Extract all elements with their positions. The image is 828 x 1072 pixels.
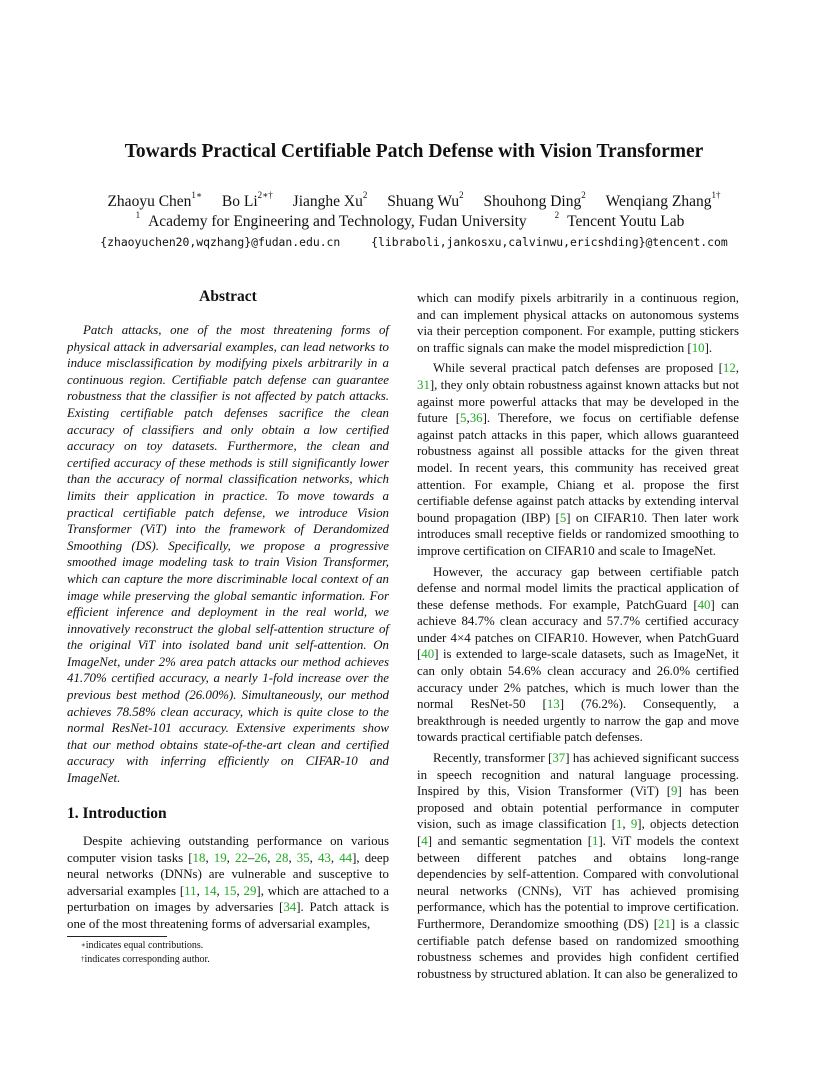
email: {libraboli,jankosxu,calvinwu,ericshding}@tencent.com [371, 235, 728, 249]
paragraph: Despite achieving outstanding performance on various computer vision tasks [18, 19, 22–26, 28, 35, 43, 44], deep neural networks (DNNs) are vulnerable and susceptive to adversarial examples [11, 14, 15, 29], which are attached to a perturbation on images by adversaries [34]. Patch attack is one of the most threatening forms of adversarial examples, [67, 834, 390, 931]
citation-link[interactable]: 9 [630, 817, 638, 832]
citation-link[interactable]: 34 [283, 900, 297, 915]
paper-title: Towards Practical Certifiable Patch Defense with Vision Transformer [124, 141, 704, 162]
citation-link[interactable]: 36 [469, 411, 483, 426]
citation-link[interactable]: 19 [213, 850, 227, 865]
introduction-body [67, 833, 389, 933]
author-list [0, 190, 828, 211]
abstract-heading: Abstract [199, 288, 257, 305]
citation-link[interactable]: 22 [234, 850, 248, 865]
author: Wenqiang Zhang$^{1\dagger}$ [605, 190, 721, 210]
citation-link[interactable]: 43 [317, 850, 331, 865]
citation-link[interactable]: 29 [243, 883, 257, 898]
affiliation: $^1$ Academy for Engineering and Technology, Fudan University [135, 210, 527, 230]
section-heading-introduction: 1. Introduction [67, 805, 167, 822]
citation-link[interactable]: 4 [421, 834, 428, 848]
citation-link[interactable]: 40 [421, 647, 435, 662]
author: Shouhong Ding$^2$ [483, 190, 586, 210]
email: {zhaoyuchen20,wqzhang}@fudan.edu.cn [100, 235, 341, 249]
citation-link[interactable]: 35 [296, 850, 310, 865]
footnote-divider [67, 936, 167, 937]
introduction-body-continued [417, 290, 739, 982]
citation-link[interactable]: 15 [223, 883, 237, 898]
citation-link[interactable]: 40 [697, 597, 711, 612]
footnotes [67, 939, 389, 967]
citation-link[interactable]: 5 [559, 510, 567, 525]
author: Jianghe Xu$^2$ [292, 190, 368, 210]
citation-link[interactable]: 31 [417, 377, 430, 392]
citation-link[interactable]: 26 [254, 850, 268, 865]
paragraph: Recently, transformer [37] has achieved significant success in speech recognition and natural language processing. Inspired by this, Vision Transformer (ViT) [9] has been proposed and obtain potential performance in computer vision, such as image classification [1, 9], objects detection [4] and semantic segmentation [1]. ViT models the context between different patches and obtains long-range dependencies by self-attention. Compared with convolutional neural networks (CNNs), ViT has achieved promising performance, which has the potential to improve certification. Furthermore, Derandomize smoothing (DS) [21] is a classic certifiable patch defense based on randomized smoothing robustness schemes and provides high confident certified robustness by structured ablation. It can also be generalized to [417, 751, 740, 981]
citation-link[interactable]: 18 [192, 850, 206, 865]
citation-link[interactable]: 21 [658, 916, 671, 931]
citation-link[interactable]: 13 [546, 697, 560, 712]
citation-link[interactable]: 44 [339, 850, 353, 865]
citation-link[interactable]: 11 [184, 883, 197, 898]
citation-link[interactable]: 12 [722, 361, 736, 376]
citation-link[interactable]: 14 [203, 883, 217, 898]
paragraph: However, the accuracy gap between certifiable patch defense and normal model limits the practical application of these defense methods. For example, PatchGuard [40] can achieve 84.7% clean accuracy and 57.7% certified accuracy under 4×4 patches on CIFAR10. However, when PatchGuard [40] is extended to large-scale datasets, such as ImageNet, it can only obtain 54.6% clean accuracy and 26.0% certified accuracy under 2% patches, which is much lower than the normal ResNet-50 [13] (76.2%). Consequently, a breakthrough is needed urgently to narrow the gap and move towards practical certifiable patch defenses. [417, 564, 739, 745]
citation-link[interactable]: 1 [615, 817, 623, 832]
footnote: ∗indicates equal contributions. [81, 940, 204, 951]
footnote: †indicates corresponding author. [81, 954, 210, 965]
author: Zhaoyu Chen$^{1∗}$ [107, 190, 203, 210]
citation-link[interactable]: 9 [671, 784, 678, 799]
citation-link[interactable]: 37 [552, 751, 566, 766]
affiliation: $^2$ Tencent Youtu Lab [554, 210, 685, 230]
author: Bo $Li^{2∗\dagger}$ [221, 190, 273, 210]
abstract-text: Patch attacks, one of the most threatening forms of physical attack in adversarial examples, can lead networks to induce misclassification by modifying pixels arbitrarily in a continuous region. Certifiable patch defense can guarantee robustness that the classifier is not affected by patch attacks. Existing certifiable patch defenses sacrifice the clean accuracy of classifiers and only obtain a low certified accuracy on toy datasets. Furthermore, the clean and certified accuracy of these methods is still significantly lower than the accuracy of normal classification networks, which limits their application in practice. To move towards a practical certifiable patch defense, we introduce Vision Transformer (ViT) into the framework of Derandomized Smoothing (DS). Specifically, we propose a progressive smoothed image modeling task to train Vision Transformer, which can capture the more discriminable local context of an image while preserving the global semantic information. For efficient inference and deployment in the real world, we innovatively reconstruct the global self-attention structure of the original ViT into isolated band unit self-attention. On ImageNet, under 2% area patch attacks our method achieves 41.70% certified accuracy, a nearly 1-fold increase over the previous best method (26.00%). Simultaneously, our method achieves 78.58% clean accuracy, which is quite close to the normal ResNet-101 accuracy. Extensive experiments show that our method obtains state-of-the-art clean and certified accuracy with inferring efficiently on CIFAR-10 and ImageNet. [67, 323, 389, 786]
citation-link[interactable]: 5 [460, 411, 467, 426]
citation-link[interactable]: 1 [592, 834, 599, 848]
email-list [0, 235, 828, 249]
paragraph: which can modify pixels arbitrarily in a continuous region, and can implement physical attacks on autonomous systems via their perception component. For example, putting stickers on traffic signals can make the model misprediction [10]. [417, 291, 739, 355]
citation-link[interactable]: 10 [691, 340, 705, 355]
author: Shuang Wu$^2$ [387, 190, 464, 210]
citation-link[interactable]: 28 [275, 850, 289, 865]
paragraph: While several practical patch defenses are proposed [12, 31], they only obtain robustness against known attacks but not against more powerful attacks that may be developed in the future [5,36]. Therefore, we focus on certifiable defense against patch attacks in this paper, which allows guaranteed robustness against all possible attacks for the given threat model. In recent years, this community has received great attention. For example, Chiang et al. propose the first certifiable defense against patch attacks by extending interval bound propagation (IBP) [5] on CIFAR10. Then later work introduces small receptive fields or randomized smoothing to improve certification on CIFAR10 and scale to ImageNet. [417, 361, 739, 558]
affiliation-list [0, 210, 828, 231]
abstract-body [67, 322, 389, 787]
